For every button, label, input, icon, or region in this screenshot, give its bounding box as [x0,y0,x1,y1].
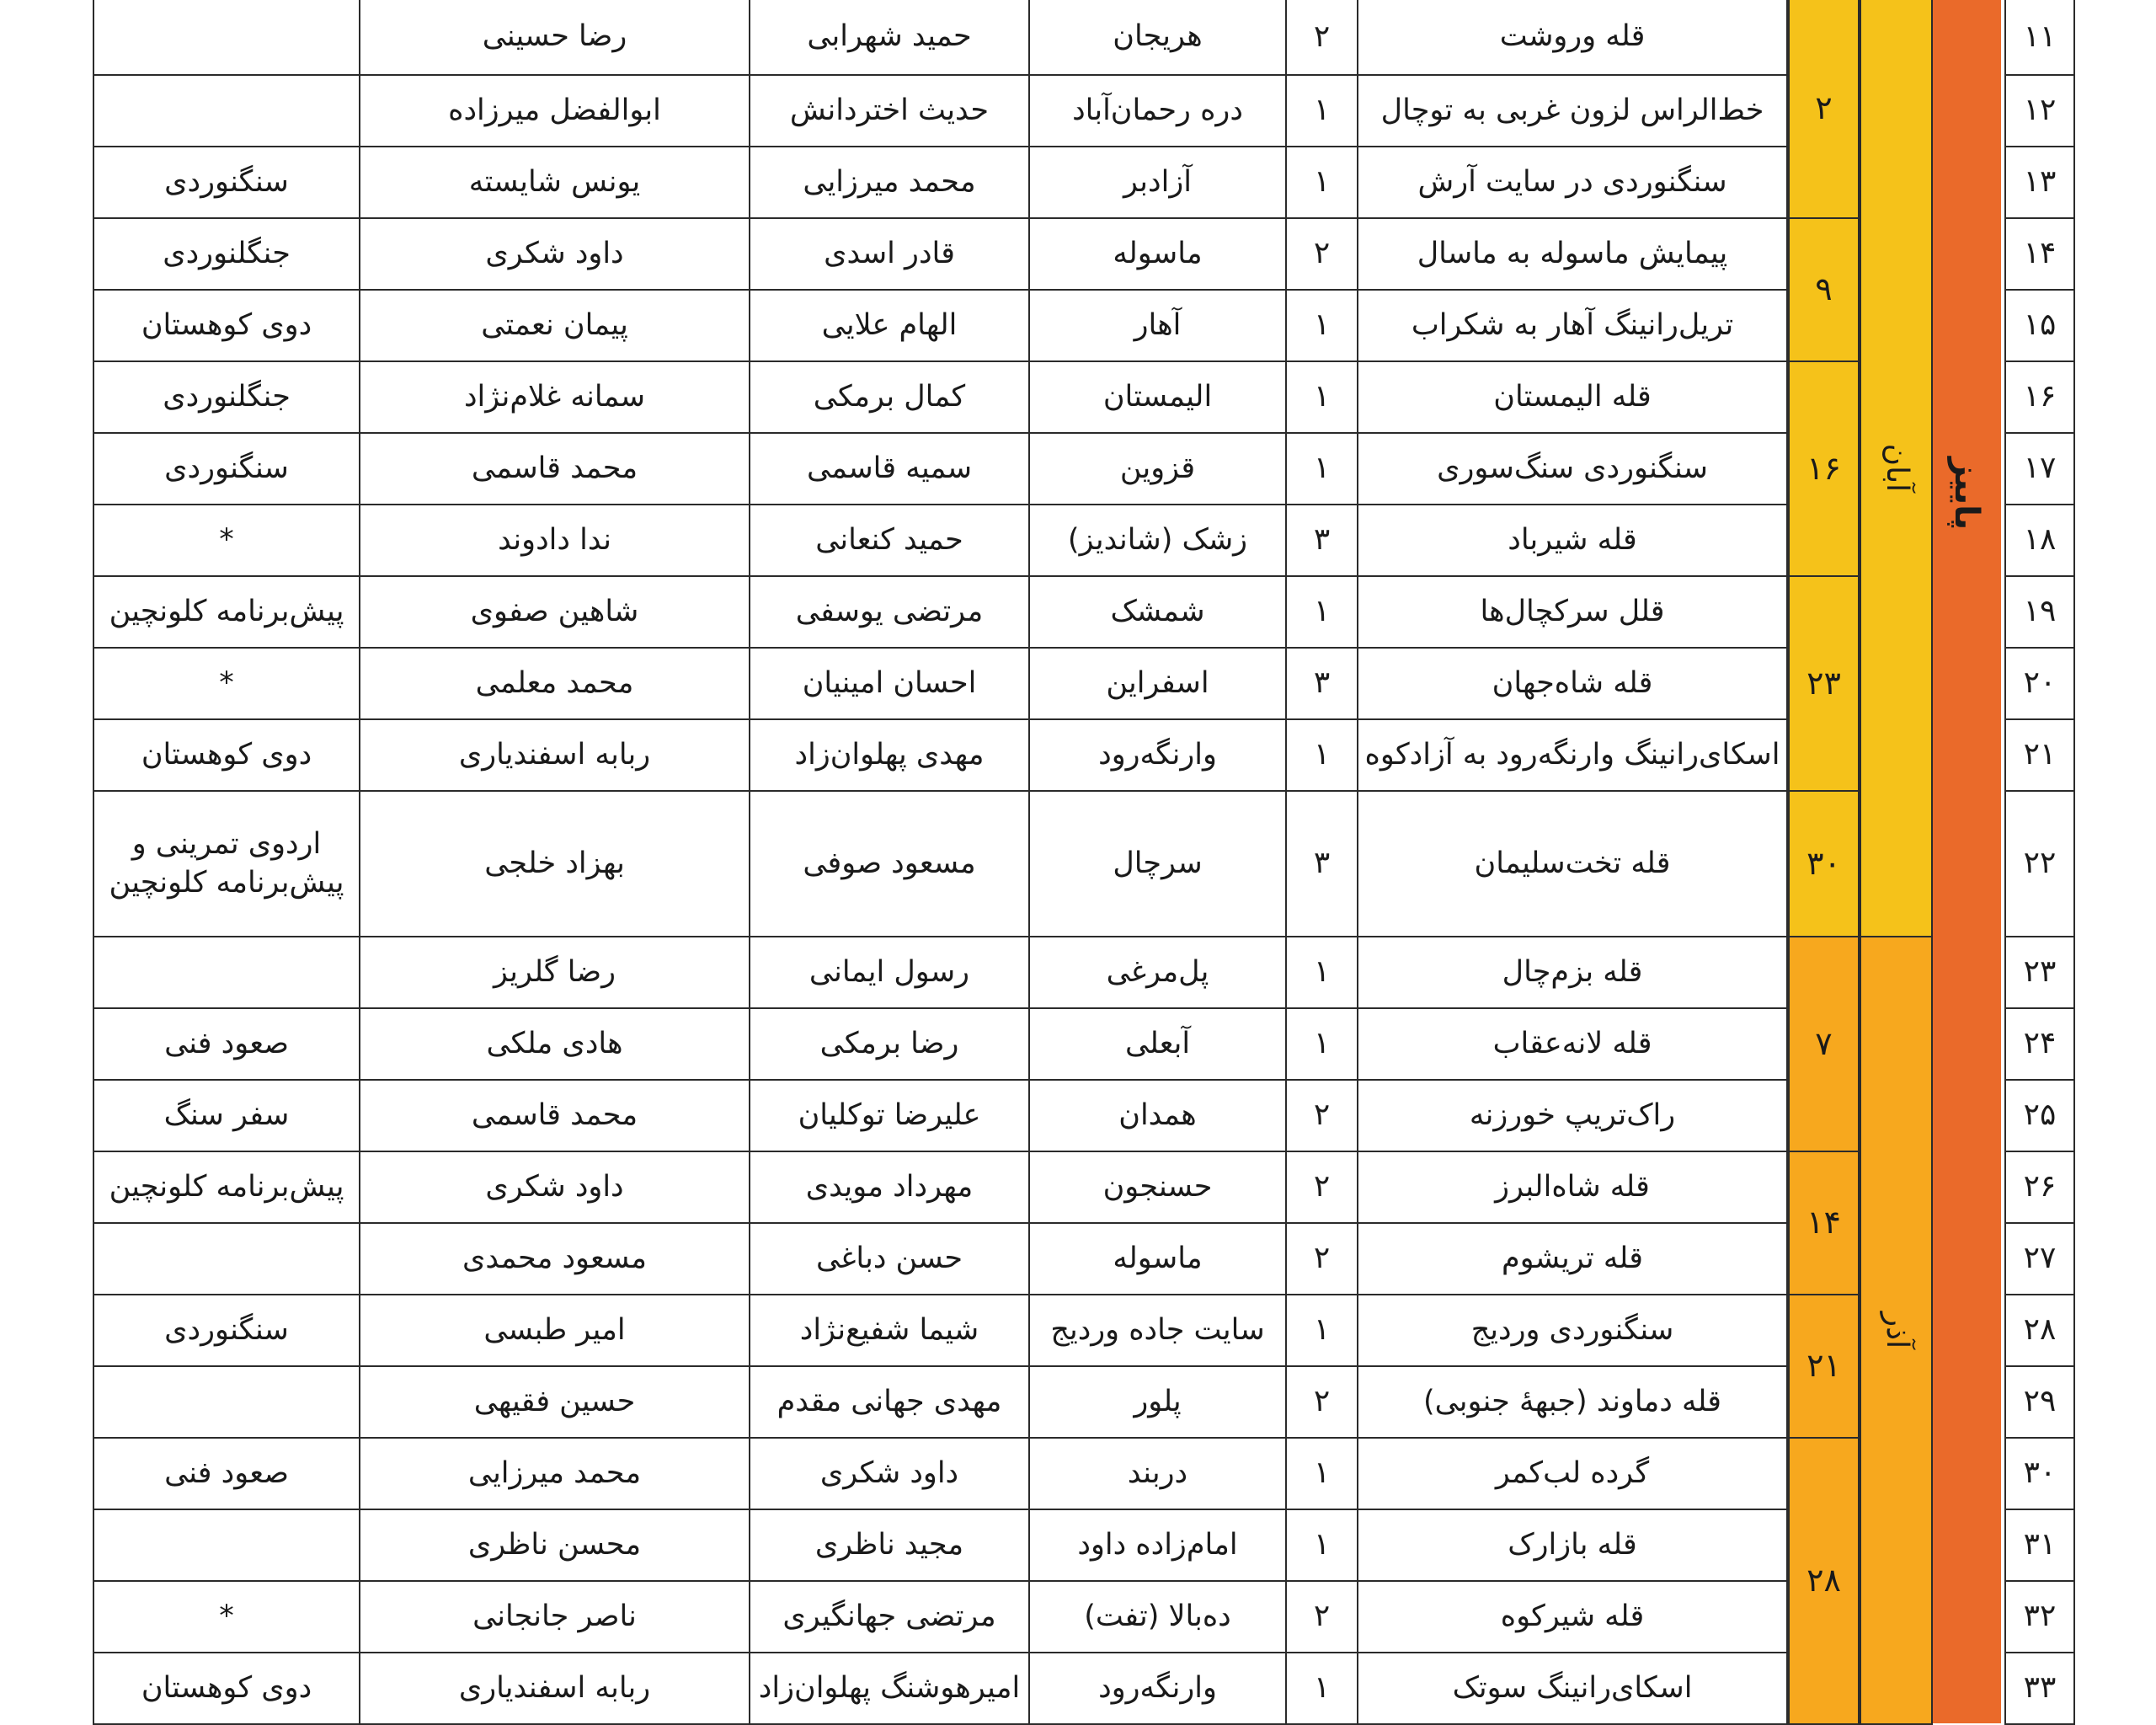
note-cell [93,1222,360,1295]
region-cell: پلور [1028,1365,1287,1439]
region-cell: سایت جاده وردیج [1028,1294,1287,1367]
region-cell: دره رحمان‌آباد [1028,74,1287,147]
note-cell: دوی کوهستان [93,289,360,362]
assistant-cell: داود شکری [359,217,750,291]
grade-cell: ۱ [1285,936,1358,1009]
region-cell: همدان [1028,1079,1287,1152]
note-cell: دوی کوهستان [93,1652,360,1725]
row-number: ۱۴ [2004,217,2075,291]
day-cell: ۲۸ [1788,1437,1860,1725]
program-cell: قله شاه‌جهان [1357,647,1788,720]
region-cell: امام‌زاده داود [1028,1509,1287,1582]
assistant-cell: بهزاد خلجی [359,790,750,937]
leader-cell: امیرهوشنگ پهلوان‌زاد [749,1652,1030,1725]
leader-cell: علیرضا توکلیان [749,1079,1030,1152]
leader-cell: کمال برمکی [749,360,1030,434]
row-number: ۳۰ [2004,1437,2075,1510]
leader-cell: سمیه قاسمی [749,432,1030,505]
row-number: ۳۳ [2004,1652,2075,1725]
month-cell [1860,936,1933,1725]
program-cell: قله شاه‌البرز [1357,1151,1788,1224]
program-cell: اسکای‌رانینگ سوتک [1357,1652,1788,1725]
leader-cell: قادر اسدی [749,217,1030,291]
region-cell: زشک (شاندیز) [1028,504,1287,577]
assistant-cell: محمد میرزایی [359,1437,750,1510]
program-cell: تریل‌رانینگ آهار به شکراب [1357,289,1788,362]
assistant-cell: ربابه اسفندیاری [359,718,750,792]
assistant-cell: ناصر جانجانی [359,1580,750,1653]
assistant-cell: حسین فقیهی [359,1365,750,1439]
grade-cell: ۱ [1285,289,1358,362]
program-cell: اسکای‌رانینگ وارنگه‌رود به آزادکوه [1357,718,1788,792]
program-cell: پیمایش ماسوله به ماسال [1357,217,1788,291]
leader-cell: احسان امینیان [749,647,1030,720]
program-cell: قله بازارک [1357,1509,1788,1582]
grade-cell: ۲ [1285,1151,1358,1224]
row-number: ۱۶ [2004,360,2075,434]
grade-cell: ۲ [1285,1365,1358,1439]
leader-cell: رضا برمکی [749,1007,1030,1081]
row-number: ۲۵ [2004,1079,2075,1152]
day-cell: ۷ [1788,936,1860,1152]
leader-cell: مهدی پهلوان‌زاد [749,718,1030,792]
month-cell [1860,0,1933,937]
row-number: ۲۱ [2004,718,2075,792]
day-cell: ۱۶ [1788,360,1860,577]
note-cell [93,936,360,1009]
note-cell: دوی کوهستان [93,718,360,792]
region-cell: اسفراین [1028,647,1287,720]
row-number: ۱۱ [2004,0,2075,76]
program-cell: قله الیمستان [1357,360,1788,434]
assistant-cell: سمانه غلام‌نژاد [359,360,750,434]
region-cell: وارنگه‌رود [1028,1652,1287,1725]
note-cell: * [93,647,360,720]
program-cell: قله دماوند (جبههٔ جنوبی) [1357,1365,1788,1439]
leader-cell: مسعود صوفی [749,790,1030,937]
program-cell: قله شیرکوه [1357,1580,1788,1653]
leader-cell: حدیث اختردانش [749,74,1030,147]
note-cell: پیش‌برنامه کلونچین [93,575,360,649]
grade-cell: ۱ [1285,1437,1358,1510]
leader-cell: داود شکری [749,1437,1030,1510]
day-cell: ۱۴ [1788,1151,1860,1295]
row-number: ۳۲ [2004,1580,2075,1653]
season-label: پاییز [1947,457,1987,531]
program-cell: گرده لب‌کمر [1357,1437,1788,1510]
leader-cell: حسن دباغی [749,1222,1030,1295]
leader-cell: مرتضی جهانگیری [749,1580,1030,1653]
assistant-cell: رضا گلریز [359,936,750,1009]
program-cell: سنگنوردی در سایت آرش [1357,146,1788,219]
grade-cell: ۱ [1285,1294,1358,1367]
assistant-cell: ابوالفضل میرزاده [359,74,750,147]
note-cell [93,0,360,76]
program-cell: قله تریشوم [1357,1222,1788,1295]
assistant-cell: مسعود محمدی [359,1222,750,1295]
row-number: ۱۹ [2004,575,2075,649]
assistant-cell: داود شکری [359,1151,750,1224]
row-number: ۲۳ [2004,936,2075,1009]
assistant-cell: یونس شایسته [359,146,750,219]
grade-cell: ۲ [1285,1079,1358,1152]
grade-cell: ۱ [1285,74,1358,147]
note-cell: جنگلنوردی [93,360,360,434]
row-number: ۲۲ [2004,790,2075,937]
note-cell: سنگنوردی [93,1294,360,1367]
assistant-cell: شاهین صفوی [359,575,750,649]
assistant-cell: محسن ناظری [359,1509,750,1582]
leader-cell: مجید ناظری [749,1509,1030,1582]
program-cell: قله بزم‌چال [1357,936,1788,1009]
day-cell: ۲ [1788,0,1860,219]
leader-cell: شیما شفیع‌نژاد [749,1294,1030,1367]
region-cell: دربند [1028,1437,1287,1510]
region-cell: آهار [1028,289,1287,362]
day-cell: ۹ [1788,217,1860,362]
grade-cell: ۳ [1285,647,1358,720]
note-cell: اردوی تمرینی و پیش‌برنامه کلونچین [93,790,360,937]
region-cell: الیمستان [1028,360,1287,434]
note-cell: سنگنوردی [93,432,360,505]
row-number: ۱۲ [2004,74,2075,147]
day-cell: ۲۱ [1788,1294,1860,1439]
grade-cell: ۱ [1285,1509,1358,1582]
program-cell: راک‌تریپ خورزنه [1357,1079,1788,1152]
assistant-cell: پیمان نعمتی [359,289,750,362]
leader-cell: حمید کنعانی [749,504,1030,577]
grade-cell: ۳ [1285,504,1358,577]
grade-cell: ۱ [1285,1007,1358,1081]
grade-cell: ۱ [1285,1652,1358,1725]
assistant-cell: محمد قاسمی [359,1079,750,1152]
note-cell: * [93,1580,360,1653]
note-cell: سفر سنگ [93,1079,360,1152]
grade-cell: ۲ [1285,0,1358,76]
region-cell: شمشک [1028,575,1287,649]
leader-cell: رسول ایمانی [749,936,1030,1009]
note-cell: * [93,504,360,577]
leader-cell: مهدی جهانی مقدم [749,1365,1030,1439]
program-cell: قله تخت‌سلیمان [1357,790,1788,937]
grade-cell: ۲ [1285,1580,1358,1653]
region-cell: قزوین [1028,432,1287,505]
assistant-cell: ندا دادوند [359,504,750,577]
assistant-cell: هادی ملکی [359,1007,750,1081]
assistant-cell: محمد قاسمی [359,432,750,505]
program-cell: قله وروشت [1357,0,1788,76]
region-cell: آزادبر [1028,146,1287,219]
program-cell: قله لانه‌عقاب [1357,1007,1788,1081]
day-cell: ۳۰ [1788,790,1860,937]
note-cell: صعود فنی [93,1437,360,1510]
region-cell: ده‌بالا (تفت) [1028,1580,1287,1653]
program-cell: سنگنوردی سنگ‌سوری [1357,432,1788,505]
grade-cell: ۱ [1285,575,1358,649]
program-cell: خط‌الراس لزون غربی به توچال [1357,74,1788,147]
leader-cell: مهرداد مویدی [749,1151,1030,1224]
leader-cell: الهام علایی [749,289,1030,362]
assistant-cell: محمد معلمی [359,647,750,720]
region-cell: ماسوله [1028,1222,1287,1295]
note-cell: سنگنوردی [93,146,360,219]
grade-cell: ۱ [1285,146,1358,219]
program-cell: قله شیرباد [1357,504,1788,577]
month-label: آبان [1879,443,1914,493]
region-cell: سرچال [1028,790,1287,937]
assistant-cell: ربابه اسفندیاری [359,1652,750,1725]
region-cell: آبعلی [1028,1007,1287,1081]
row-number: ۲۶ [2004,1151,2075,1224]
row-number: ۱۷ [2004,432,2075,505]
row-number: ۲۹ [2004,1365,2075,1439]
region-cell: ماسوله [1028,217,1287,291]
month-label: آذر [1879,1311,1914,1349]
day-cell: ۲۳ [1788,575,1860,792]
row-number: ۱۳ [2004,146,2075,219]
assistant-cell: امیر طبسی [359,1294,750,1367]
leader-cell: مرتضی یوسفی [749,575,1030,649]
row-number: ۱۵ [2004,289,2075,362]
program-cell: قلل سرکچال‌ها [1357,575,1788,649]
region-cell: پل‌مرغی [1028,936,1287,1009]
row-number: ۲۷ [2004,1222,2075,1295]
grade-cell: ۱ [1285,432,1358,505]
season-cell [1933,0,2001,1723]
note-cell [93,74,360,147]
region-cell: وارنگه‌رود [1028,718,1287,792]
leader-cell: محمد میرزایی [749,146,1030,219]
region-cell: حسنجون [1028,1151,1287,1224]
note-cell: صعود فنی [93,1007,360,1081]
note-cell: جنگلنوردی [93,217,360,291]
grade-cell: ۱ [1285,360,1358,434]
row-number: ۳۱ [2004,1509,2075,1582]
leader-cell: حمید شهرابی [749,0,1030,76]
grade-cell: ۱ [1285,718,1358,792]
row-number: ۲۴ [2004,1007,2075,1081]
grade-cell: ۲ [1285,1222,1358,1295]
grade-cell: ۲ [1285,217,1358,291]
region-cell: هریجان [1028,0,1287,76]
program-cell: سنگنوردی وردیج [1357,1294,1788,1367]
row-number: ۲۸ [2004,1294,2075,1367]
assistant-cell: رضا حسینی [359,0,750,76]
row-number: ۲۰ [2004,647,2075,720]
grade-cell: ۳ [1285,790,1358,937]
note-cell [93,1365,360,1439]
note-cell: پیش‌برنامه کلونچین [93,1151,360,1224]
row-number: ۱۸ [2004,504,2075,577]
note-cell [93,1509,360,1582]
